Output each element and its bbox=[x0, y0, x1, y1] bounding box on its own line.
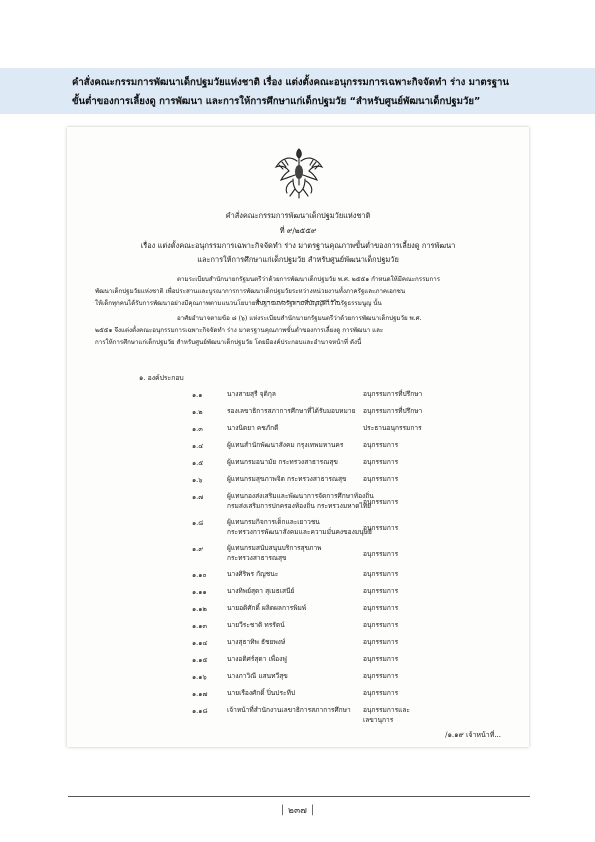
member-name-line: นางศิริพร กัญชนะ bbox=[227, 570, 279, 578]
member-role-line: อนุกรรมการ bbox=[363, 655, 399, 663]
continuation-note: /๑.๑๙ เจ้าหน้าที่... bbox=[445, 731, 501, 739]
para1-line: ตามระเบียบสำนักนายกรัฐมนตรีว่าด้วยการพัฒนาเด็กปฐมวัย พ.ศ. ๒๕๕๑ กำหนดให้มีคณะกรรมการ bbox=[177, 276, 441, 283]
member-role bbox=[363, 705, 410, 725]
caption-line-1: คำสั่งคณะกรรมการพัฒนาเด็กปฐมวัยแห่งชาติ เรื่อง แต่งตั้งคณะอนุกรรมการเฉพาะกิจจัดทำ ร่าง มาตรฐาน bbox=[72, 77, 509, 88]
member-role bbox=[363, 569, 398, 579]
member-role-line: อนุกรรมการ bbox=[363, 672, 399, 680]
member-row bbox=[67, 389, 529, 406]
member-role-line: อนุกรรมการและ bbox=[363, 706, 410, 714]
member-name bbox=[227, 586, 294, 596]
member-role bbox=[363, 474, 398, 484]
member-role bbox=[363, 549, 398, 559]
member-role-line: อนุกรรมการ bbox=[363, 441, 399, 449]
member-role bbox=[363, 523, 398, 533]
member-number: ๑.๑๔ bbox=[192, 639, 208, 647]
member-role bbox=[363, 603, 398, 613]
member-row bbox=[67, 620, 529, 637]
member-name-line: กระทรวงการพัฒนาสังคมและความมั่นคงของมนุษย์ bbox=[227, 528, 372, 536]
member-number: ๑.๑๐ bbox=[192, 571, 207, 579]
member-list bbox=[67, 389, 529, 722]
member-name-line: ผู้แทนกรมอนามัย กระทรวงสาธารณสุข bbox=[227, 458, 338, 466]
member-name-line: ผู้แทนกรมกิจการเด็กและเยาวชน bbox=[227, 518, 320, 526]
member-role-line: อนุกรรมการ bbox=[363, 689, 399, 697]
order-subject-line-2: และการให้การศึกษาแก่เด็กปฐมวัย สำหรับศูนย์พัฒนาเด็กปฐมวัย bbox=[197, 255, 399, 264]
member-number: ๑.๒ bbox=[192, 408, 203, 416]
scanned-order-document bbox=[67, 127, 529, 747]
member-number: ๑.๕ bbox=[192, 459, 204, 467]
member-number: ๑.๑๗ bbox=[192, 690, 208, 698]
member-row bbox=[67, 688, 529, 705]
member-role-line: อนุกรรมการ bbox=[363, 550, 399, 558]
member-number: ๑.๖ bbox=[192, 476, 203, 484]
member-row bbox=[67, 491, 529, 517]
member-name bbox=[227, 705, 351, 715]
member-name-line: นางนิตยา คชภักดี bbox=[227, 424, 279, 432]
member-row bbox=[67, 603, 529, 620]
member-role-line: เลขานุการ bbox=[363, 716, 394, 724]
member-role-line: อนุกรรมการ bbox=[363, 475, 399, 483]
member-role-line: อนุกรรมการ bbox=[363, 498, 399, 506]
member-name-line: ผู้แทนกรมสนับสนุนบริการสุขภาพ bbox=[227, 544, 322, 552]
section-title: ๑. องค์ประกอบ bbox=[139, 374, 184, 382]
caption-line-2: ขั้นต่ำของการเลี้ยงดู การพัฒนา และการให้การศึกษาแก่เด็กปฐมวัย “สำหรับศูนย์พัฒนาเด็กปฐมวัย” bbox=[72, 96, 481, 107]
member-role bbox=[363, 497, 398, 507]
member-row bbox=[67, 423, 529, 440]
member-name bbox=[227, 671, 288, 681]
order-issuer: คำสั่งคณะกรรมการพัฒนาเด็กปฐมวัยแห่งชาติ bbox=[225, 211, 371, 220]
member-row bbox=[67, 474, 529, 491]
member-name bbox=[227, 688, 295, 698]
member-name-line: นางสายสุรี จุติกุล bbox=[227, 390, 276, 398]
member-name bbox=[227, 491, 374, 511]
member-name-line: นายเรืองศักดิ์ ปิ่นประทีป bbox=[227, 689, 296, 697]
member-name bbox=[227, 654, 287, 664]
garuda-emblem bbox=[273, 145, 325, 199]
member-number: ๑.๑๘ bbox=[192, 707, 208, 715]
member-role-line: อนุกรรมการ bbox=[363, 638, 399, 646]
member-number: ๑.๑๕ bbox=[192, 656, 208, 664]
member-role-line: อนุกรรมการ bbox=[363, 458, 399, 466]
member-role bbox=[363, 389, 422, 399]
member-name bbox=[227, 389, 276, 399]
member-name bbox=[227, 603, 306, 613]
para1-line: ให้เด็กทุกคนได้รับการพัฒนาอย่างมีคุณภาพตามแนวนโยบายพื้นฐานแห่งรัฐตามที่บัญญัติไว้ในรัฐธรรมนูญ นั้น bbox=[95, 300, 382, 307]
member-number: ๑.๑๑ bbox=[192, 588, 207, 596]
member-row bbox=[67, 586, 529, 603]
member-name-line: กระทรวงสาธารณสุข bbox=[227, 554, 287, 562]
member-number: ๑.๙ bbox=[192, 545, 204, 553]
para2-line: การให้การศึกษาแก่เด็กปฐมวัย สำหรับศูนย์พัฒนาเด็กปฐมวัย โดยมีองค์ประกอบและอำนาจหน้าที่ ดังนี้ bbox=[95, 339, 362, 346]
member-row bbox=[67, 440, 529, 457]
page-number: │ ๒๓๗ │ bbox=[279, 806, 316, 816]
member-role-line: ประธานอนุกรรมการ bbox=[363, 424, 422, 432]
member-row bbox=[67, 457, 529, 474]
member-role bbox=[363, 637, 398, 647]
member-row bbox=[67, 637, 529, 654]
member-role-line: อนุกรรมการ bbox=[363, 604, 399, 612]
member-name bbox=[227, 543, 322, 563]
member-name-line: ผู้แทนสำนักพัฒนาสังคม กรุงเทพมหานคร bbox=[227, 441, 344, 449]
member-role bbox=[363, 586, 398, 596]
member-row bbox=[67, 543, 529, 569]
member-name bbox=[227, 406, 355, 416]
member-role-line: อนุกรรมการ bbox=[363, 587, 399, 595]
member-role bbox=[363, 406, 422, 416]
member-number: ๑.๓ bbox=[192, 425, 203, 433]
member-number: ๑.๔ bbox=[192, 442, 204, 450]
member-name-line: นางภาวิณี แสนทวีสุข bbox=[227, 672, 288, 680]
member-name bbox=[227, 457, 338, 467]
member-name-line: รองเลขาธิการสภาการศึกษาที่ได้รับมอบหมาย bbox=[227, 407, 356, 415]
member-role-line: อนุกรรมการที่ปรึกษา bbox=[363, 407, 423, 415]
member-number: ๑.๘ bbox=[192, 519, 204, 527]
member-name-line: เจ้าหน้าที่สำนักงานเลขาธิการสภาการศึกษา bbox=[227, 706, 351, 714]
member-name bbox=[227, 474, 347, 484]
member-name-line: ผู้แทนกองส่งเสริมและพัฒนาการจัดการศึกษาท้องถิ่น bbox=[227, 492, 374, 500]
member-name-line: ผู้แทนกรมสุขภาพจิต กระทรวงสาธารณสุข bbox=[227, 475, 347, 483]
member-name-line: กรมส่งเสริมการปกครองท้องถิ่น กระทรวงมหาดไทย bbox=[227, 502, 372, 510]
member-role bbox=[363, 423, 422, 433]
member-number: ๑.๑ bbox=[192, 391, 203, 399]
member-name bbox=[227, 440, 343, 450]
para1-line: พัฒนาเด็กปฐมวัยแห่งชาติ เพื่อประสานและบูรณาการการพัฒนาเด็กปฐมวัยระหว่างหน่วยงานทั้งภาครัฐและภาคเอกชน bbox=[95, 288, 406, 295]
para2-line: อาศัยอำนาจตามข้อ ๘ (๖) แห่งระเบียบสำนักนายกรัฐมนตรีว่าด้วยการพัฒนาเด็กปฐมวัย พ.ศ. bbox=[177, 315, 422, 322]
member-role bbox=[363, 671, 398, 681]
member-number: ๑.๗ bbox=[192, 493, 204, 501]
member-name-line: นางอติศร์สุดา เพื่องฟู bbox=[227, 655, 287, 663]
member-row bbox=[67, 406, 529, 423]
member-name bbox=[227, 517, 372, 537]
caption-banner bbox=[0, 68, 595, 114]
member-row bbox=[67, 671, 529, 688]
para2-line: ๒๕๕๑ จึงแต่งตั้งคณะอนุกรรมการเฉพาะกิจจัดทำ ร่าง มาตรฐานคุณภาพขั้นต่ำของการเลี้ยงดู การพัฒนา และ bbox=[95, 327, 384, 334]
member-name-line: นางสุธาทิพ ธัชยพงษ์ bbox=[227, 638, 286, 646]
member-role-line: อนุกรรมการ bbox=[363, 621, 399, 629]
order-subject-line-1: เรื่อง แต่งตั้งคณะอนุกรรมการเฉพาะกิจจัดทำ ร่าง มาตรฐานคุณภาพขั้นต่ำของการเลี้ยงดู การพัฒนา bbox=[140, 241, 456, 250]
member-role-line: อนุกรรมการ bbox=[363, 524, 399, 532]
member-role-line: อนุกรรมการที่ปรึกษา bbox=[363, 390, 423, 398]
member-row bbox=[67, 517, 529, 543]
member-name-line: นายวีระชาติ ทรรัตน์ bbox=[227, 621, 285, 629]
member-name-line: นางทิพย์สุดา สุเมธเสนีย์ bbox=[227, 587, 295, 595]
member-role bbox=[363, 688, 398, 698]
member-name-line: นายอดิศักดิ์ ผลิตผลการพิมพ์ bbox=[227, 604, 307, 612]
member-role bbox=[363, 654, 398, 664]
member-role bbox=[363, 620, 398, 630]
member-name bbox=[227, 637, 285, 647]
member-role bbox=[363, 440, 398, 450]
member-number: ๑.๑๓ bbox=[192, 622, 207, 630]
member-row bbox=[67, 569, 529, 586]
member-name bbox=[227, 569, 278, 579]
member-name bbox=[227, 423, 278, 433]
member-number: ๑.๑๒ bbox=[192, 605, 207, 613]
member-number: ๑.๑๖ bbox=[192, 673, 207, 681]
member-row bbox=[67, 705, 529, 722]
footer-divider bbox=[68, 796, 530, 797]
member-role-line: อนุกรรมการ bbox=[363, 570, 399, 578]
member-name bbox=[227, 620, 285, 630]
member-role bbox=[363, 457, 398, 467]
member-row bbox=[67, 654, 529, 671]
order-number: ที่ ๙/๒๕๕๙ bbox=[279, 226, 317, 235]
